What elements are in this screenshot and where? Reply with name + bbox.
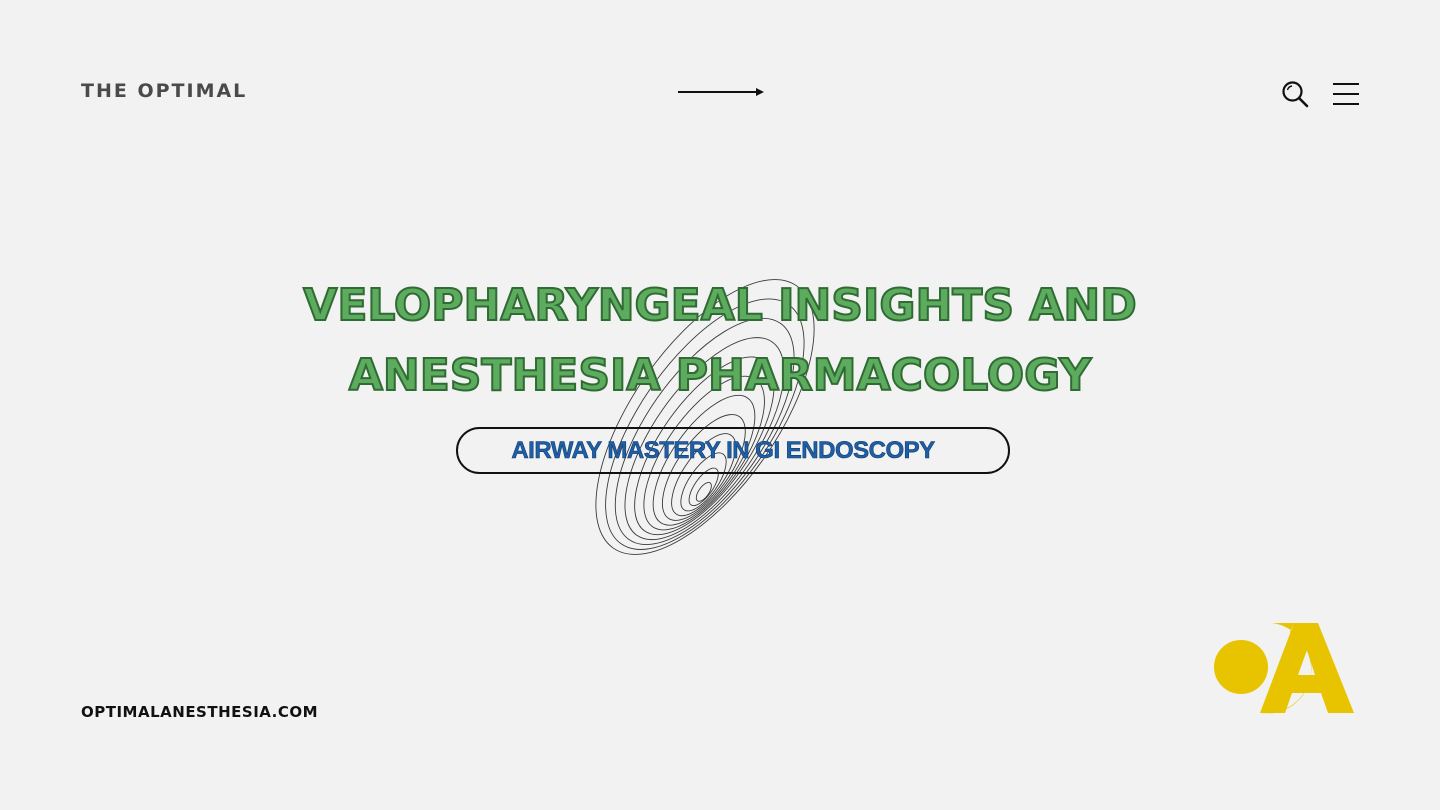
subtitle-text: AIRWAY MASTERY IN GI ENDOSCOPY <box>511 437 935 464</box>
menu-button[interactable] <box>1332 80 1360 108</box>
hamburger-menu-icon <box>1332 80 1360 108</box>
subtitle-pill <box>456 427 1010 474</box>
oa-logo <box>1212 620 1358 716</box>
headline-line-2: ANESTHESIA PHARMACOLOGY <box>348 350 1092 401</box>
brand-name: THE OPTIMAL <box>81 80 248 102</box>
search-icon <box>1280 79 1310 109</box>
website-link[interactable]: OPTIMALANESTHESIA.COM <box>81 703 319 721</box>
headline-line-1: VELOPHARYNGEAL INSIGHTS AND <box>303 280 1137 331</box>
search-button[interactable] <box>1280 79 1310 109</box>
arrow-right-icon <box>676 84 766 100</box>
